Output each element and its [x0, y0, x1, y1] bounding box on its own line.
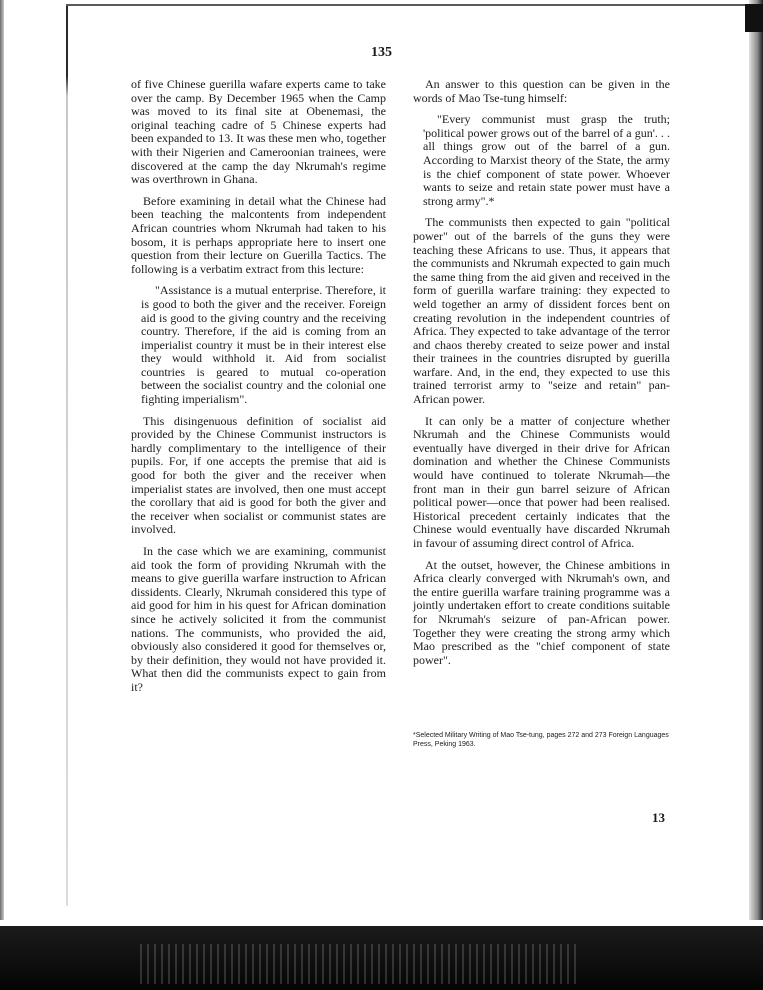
page-number-top: 135 [371, 45, 392, 60]
left-column [131, 78, 386, 695]
paragraph: An answer to this question can be given in the words of Mao Tse-tung himself: [413, 77, 670, 105]
paragraph: Before examining in detail what the Chinese had been teaching the malcontents from independent African countries whom Nkrumah had taken to his bosom, it is perhaps appropriate here to insert one question from their lecture on Guerilla Tactics. The following is a verbatim extract from this lecture: [131, 193, 386, 276]
block-quote: "Every communist must grasp the truth; 'political power grows out of the barrel of a gun'. . . all things grow out of the barrel of a gun. According to Marxist theory of the State, the army is the chief component of state power. Whoever wants to seize and retain state power must have a strong army".* [423, 112, 670, 208]
scan-right-corner [745, 4, 763, 32]
paragraph: In the case which we are examining, communist aid took the form of providing Nkrumah with the means to give guerilla warfare instruction to African dissidents. Clearly, Nkrumah considered this type of aid good for him in his quest for African domination since he actively solicited it from the communist nations. The communists, who provided the aid, obviously also considered it good for themselves or, by their definition, they would not have provided it. What then did the communists expect to gain from it? [131, 544, 386, 694]
scan-right-edge [749, 0, 763, 920]
scan-left-edge [0, 0, 4, 920]
scan-glare [140, 944, 580, 984]
footnote: *Selected Military Writing of Mao Tse-tung, pages 272 and 273 Foreign Languages Press, Peking 1963. [413, 732, 669, 748]
paragraph: This disingenuous definition of socialist aid provided by the Chinese Communist instructors is hardly complimentary to the intelligence of their pupils. For, if one accepts the premise that aid is good for both the giver and the receiver when imperialist states are involved, then one must accept the corollary that aid is good for both the giver and the receiver when socialist or communist states are involved. [131, 413, 386, 537]
scan-binding-line [66, 6, 68, 906]
paragraph: of five Chinese guerilla wafare experts came to take over the camp. By December 1965 when the Camp was moved to its final site at Obenemasi, the original teaching cadre of 5 Chinese experts had been expanded to 13. It was these men who, together with their Nigerien and Cameroonian trainees, were discovered at the camp the day Nkrumah's regime was overthrown in Ghana. [131, 77, 386, 187]
paragraph: The communists then expected to gain "political power" out of the barrels of the guns they were teaching these Africans to use. Thus, it appears that the communists and Nkrumah expected to gain much the same thing from the aid given and received in the form of guerilla warfare training: they expected to weld together an army of dissident forces bent on creating revolution in the independent countries of Africa. They expected to take advantage of the terror and chaos thereby created to seize power and instal their trainees in the countries disrupted by guerilla warfare. And, in the end, they expected to use this trained terrorist army to "seize and retain" pan-African power. [413, 215, 670, 407]
paragraph: It can only be a matter of conjecture whether Nkrumah and the Chinese Communists would eventually have diverged in their drive for African domination and whether the Chinese Communists would have continued to tolerate Nkrumah—the front man in their gun barrel seizure of African political power—once that power had been realised. Historical precedent certainly indicates that the Chinese would eventually have discarded Nkrumah in favour of assuming direct control of Africa. [413, 413, 670, 550]
scan-top-edge [66, 4, 756, 6]
block-quote: "Assistance is a mutual enterprise. Therefore, it is good to both the giver and the receiver. Foreign aid is good to the giving country and the receiving country. Therefore, if the aid is coming from an imperialist country it must be in their interest else they would withhold it. Aid from socialist countries is geared to mutual co-operation between the socialist country and the colonial one fighting imperialism". [141, 283, 386, 407]
page-number-bottom: 13 [652, 810, 665, 825]
paragraph: At the outset, however, the Chinese ambitions in Africa clearly converged with Nkrumah's own, and the entire guerilla warfare training programme was a jointly undertaken effort to create conditions suitable for Nkrumah's seizure of pan-African power. Together they were creating the strong army which Mao prescribed as the "chief component of state power". [413, 557, 670, 667]
right-column [413, 78, 670, 667]
